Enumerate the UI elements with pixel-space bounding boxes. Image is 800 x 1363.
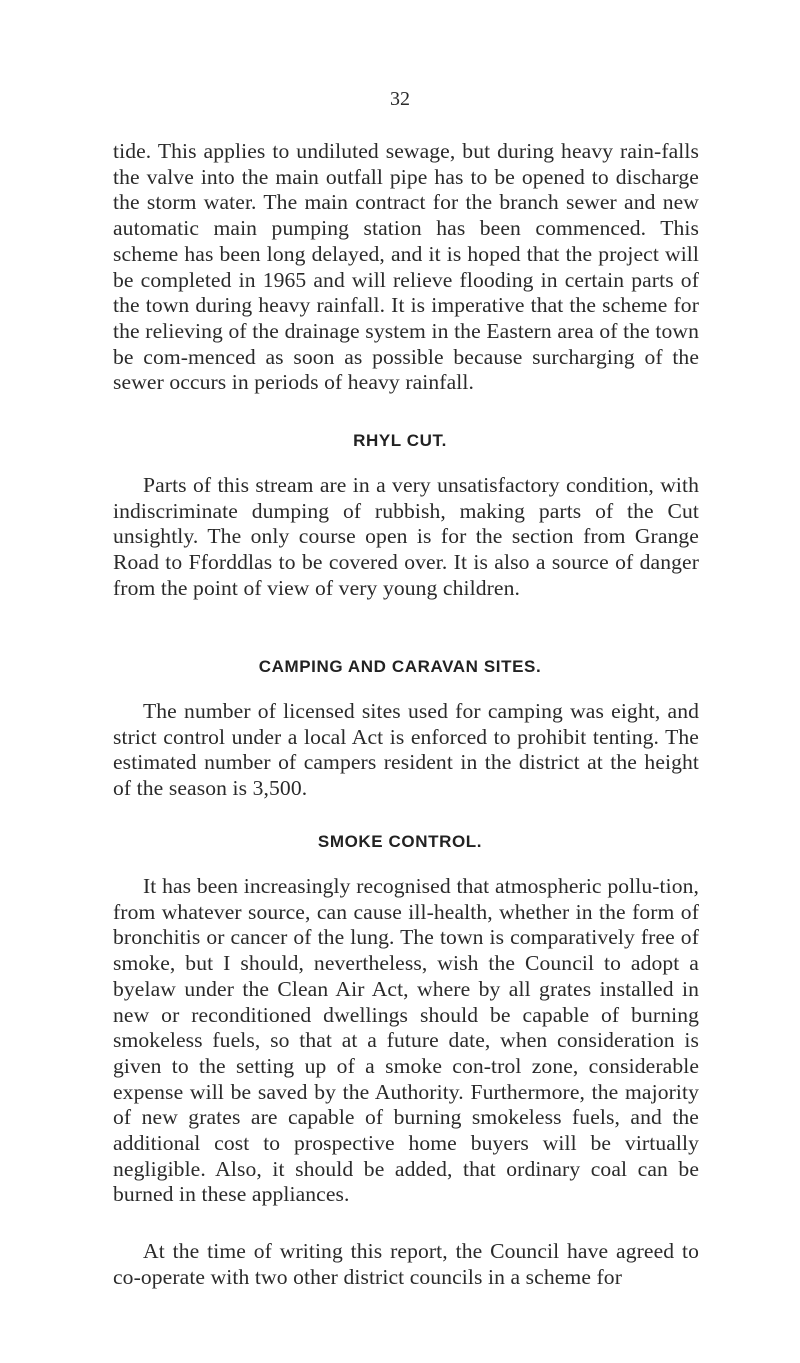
paragraph-rhyl-cut [113, 473, 699, 602]
paragraph-camping [113, 699, 699, 802]
heading-rhyl-cut: RHYL CUT. [353, 431, 447, 450]
heading-camping-caravan-sites: CAMPING AND CARAVAN SITES. [258, 657, 542, 676]
paragraph-cooperation [113, 1239, 699, 1290]
paragraph-text: The number of licensed sites used for camping was eight, and strict control under a local Act is enforced to prohibit tenting. The estimated number of campers resident in the district at the height of the season is 3,500. [113, 699, 699, 801]
paragraph-drainage [113, 139, 699, 396]
page-number: 32 [390, 88, 410, 110]
paragraph-text: At the time of writing this report, the Council have agreed to co-operate with two other district councils in a scheme for [113, 1239, 699, 1289]
paragraph-text: Parts of this stream are in a very unsatisfactory condition, with indiscriminate dumping of rubbish, making parts of the Cut unsightly. The only course open is for the section from Grange Road to Fforddlas to be covered over. It is also a source of danger from the point of view of very young children. [113, 473, 699, 600]
paragraph-smoke-control [113, 874, 699, 1208]
paragraph-text: It has been increasingly recognised that atmospheric pollu-tion, from whatever source, can cause ill-health, whether in the form of bronchitis or cancer of the lung. The town is comparatively free of smoke, but I should, nevertheless, wish the Council to adopt a byelaw under the Clean Air Act, where by all grates installed in new or reconditioned dwellings should be capable of burning smokeless fuels, so that at a future date, when consideration is given to the setting up of a smoke con-trol zone, considerable expense will be saved by the Authority. Furthermore, the majority of new grates are capable of burning smokeless fuels, and the additional cost to prospective home buyers will be virtually negligible. Also, it should be added, that ordinary coal can be burned in these appliances. [113, 874, 699, 1207]
heading-smoke-control: SMOKE CONTROL. [317, 832, 483, 851]
paragraph-text: tide. This applies to undiluted sewage, but during heavy rain-falls the valve into the main outfall pipe has to be opened to discharge the storm water. The main contract for the branch sewer and new automatic main pumping station has been commenced. This scheme has been long delayed, and it is hoped that the project will be completed in 1965 and will relieve flooding in certain parts of the town during heavy rainfall. It is imperative that the scheme for the relieving of the drainage system in the Eastern area of the town be com-menced as soon as possible because surcharging of the sewer occurs in periods of heavy rainfall. [113, 139, 699, 395]
